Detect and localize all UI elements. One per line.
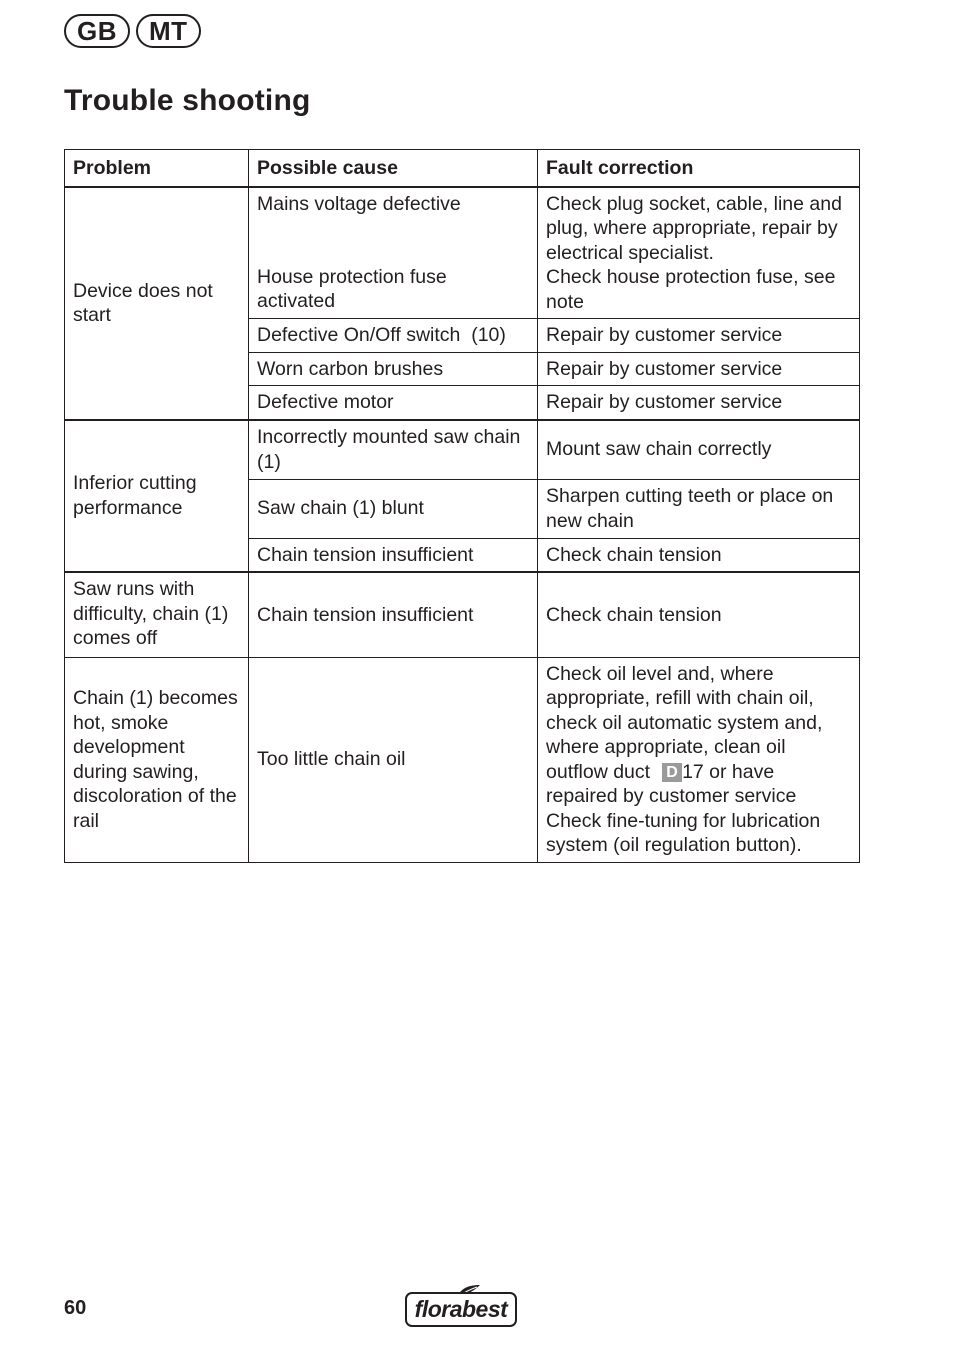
page-number: 60 [64, 1297, 87, 1319]
cause-cell: Worn carbon brushes [249, 352, 538, 386]
problem-cell: Saw runs with difficulty, chain (1) comes off [65, 572, 249, 657]
correction-cell: Repair by customer service [538, 319, 860, 353]
header-problem: Problem [65, 150, 249, 187]
header-cause: Possible cause [249, 150, 538, 187]
correction-text: Check plug socket, cable, line and plug, where appropriate, repair by electrical specialist. [546, 192, 842, 264]
troubleshooting-table [64, 149, 860, 863]
correction-cell [538, 187, 860, 319]
figure-reference-badge: D [662, 763, 682, 782]
brand-name: florabest [405, 1292, 517, 1327]
correction-cell: Check chain tension [538, 538, 860, 572]
correction-text: 17 or have repaired by customer service Check fine-tuning for lubrication system (oil regulation button). [546, 760, 821, 856]
cause-cell [249, 187, 538, 319]
language-badges [64, 14, 201, 48]
language-badge-mt: MT [136, 14, 201, 48]
correction-cell: Sharpen cutting teeth or place on new chain [538, 479, 860, 538]
correction-cell: Repair by customer service [538, 386, 860, 420]
correction-cell: Check chain tension [538, 572, 860, 657]
problem-cell: Device does not start [65, 187, 249, 420]
page-title: Trouble shooting [64, 84, 311, 117]
cause-cell: Too little chain oil [249, 657, 538, 862]
problem-cell: Chain (1) becomes hot, smoke development during sawing, discoloration of the rail [65, 657, 249, 862]
cause-cell: Defective motor [249, 386, 538, 420]
cause-cell: Saw chain (1) blunt [249, 479, 538, 538]
cause-text: Mains voltage defective [257, 193, 461, 215]
cause-spacer [257, 217, 529, 265]
cause-text: House protection fuse activated [257, 265, 447, 312]
cause-cell: Chain tension insufficient [249, 538, 538, 572]
table-row [65, 572, 860, 657]
correction-text: Check house protection fuse, see note [546, 266, 836, 313]
table-row [65, 657, 860, 862]
table-row [65, 420, 860, 480]
cause-cell: Chain tension insufficient [249, 572, 538, 657]
cause-cell: Incorrectly mounted saw chain (1) [249, 420, 538, 480]
florabest-logo [405, 1284, 517, 1328]
problem-cell: Inferior cutting performance [65, 420, 249, 573]
correction-cell: Repair by customer service [538, 352, 860, 386]
correction-cell [538, 657, 860, 862]
correction-cell: Mount saw chain correctly [538, 420, 860, 480]
correction-text: Check oil level and, where appropriate, refill with chain oil, check oil automatic system and, where appropriate, clean oil outflow duct [546, 662, 823, 783]
language-badge-gb: GB [64, 14, 130, 48]
header-correction: Fault correction [538, 150, 860, 187]
table-header-row [65, 150, 860, 187]
table-row [65, 187, 860, 319]
cause-cell: Defective On/Off switch (10) [249, 319, 538, 353]
